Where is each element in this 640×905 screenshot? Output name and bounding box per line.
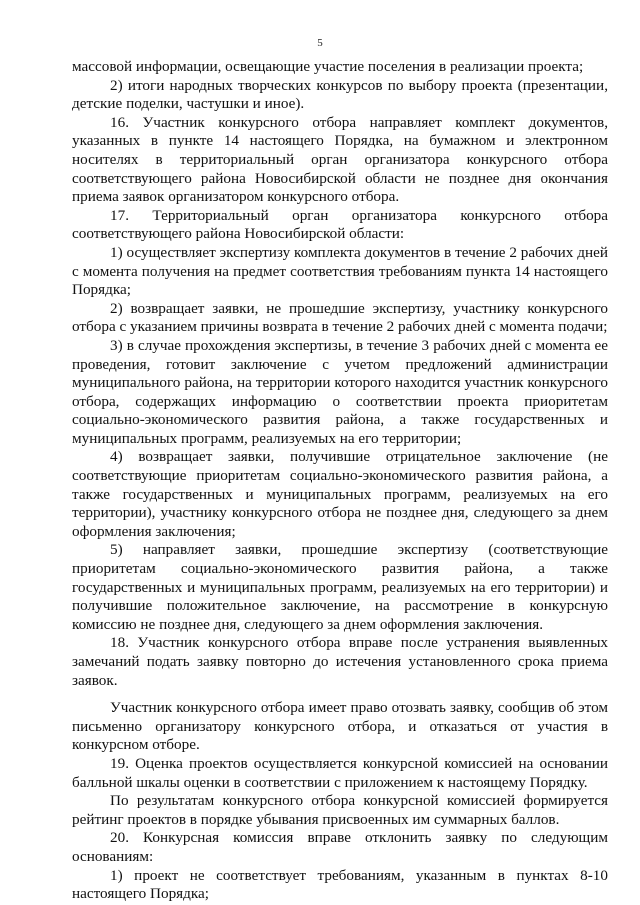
paragraph: 16. Участник конкурсного отбора направляет комплект документов, указанных в пункте 14 настоящего Порядка, на бумажном и электронном носителях в территориальный орган организатора конкурсного отбора соответствующего района Новосибирской области не позднее дня окончания приема заявок организатором конкурсного отбора. [72, 113, 608, 206]
paragraph: 17. Территориальный орган организатора конкурсного отбора соответствующего района Новосибирской области: [72, 206, 608, 243]
paragraph: 3) в случае прохождения экспертизы, в течение 3 рабочих дней с момента ее проведения, готовит заключение с учетом предложений администрации муниципального района, на территории которого находится участник конкурсного отбора, содержащих информацию о соответствии проекта приоритетам социально-экономического развития района, а также государственных и муниципальных программ, реализуемых на его территории; [72, 336, 608, 447]
page-number: 5 [317, 37, 323, 49]
paragraph: 18. Участник конкурсного отбора вправе после устранения выявленных замечаний подать заявку повторно до истечения установленного срока приема заявок. [72, 634, 608, 689]
paragraph: 20. Конкурсная комиссия вправе отклонить заявку по следующим основаниям: [72, 829, 608, 865]
paragraph: 2) итоги народных творческих конкурсов по выбору проекта (презентации, детские поделки, частушки и иное). [72, 76, 608, 113]
paragraph: Участник конкурсного отбора имеет право отозвать заявку, сообщив об этом письменно организатору конкурсного отбора, и отказаться от участия в конкурсном отборе. [72, 699, 608, 754]
paragraph: 1) проект не соответствует требованиям, указанным в пунктах 8-10 настоящего Порядка; [72, 866, 608, 903]
paragraph: массовой информации, освещающие участие поселения в реализации проекта; [72, 58, 584, 75]
paragraph: 19. Оценка проектов осуществляется конкурсной комиссией на основании балльной шкалы оценки в соответствии с приложением к настоящему Порядку. [72, 754, 608, 791]
paragraph: 1) осуществляет экспертизу комплекта документов в течение 2 рабочих дней с момента получения на предмет соответствия требованиям пункта 14 настоящего Порядка; [72, 243, 608, 299]
paragraph: 2) возвращает заявки, не прошедшие экспертизу, участнику конкурсного отбора с указанием причины возврата в течение 2 рабочих дней с момента подачи; [72, 299, 608, 336]
page-body [72, 58, 608, 904]
paragraph: 4) возвращает заявки, получившие отрицательное заключение (не соответствующие приоритетам социально-экономического развития района, а также государственных и муниципальных программ, реализуемых на его территории), участнику конкурсного отбора не позднее дня, следующего за днем оформления заключения; [72, 448, 608, 540]
paragraph: По результатам конкурсного отбора конкурсной комиссией формируется рейтинг проектов в порядке убывания присвоенных им суммарных баллов. [72, 792, 608, 828]
paragraph: 5) направляет заявки, прошедшие экспертизу (соответствующие приоритетам социально-экономического развития района, а также государственных и муниципальных программ, реализуемых на его территории) и получившие положительное заключение, на рассмотрение в конкурсную комиссию не позднее дня, следующего за днем оформления заключения. [72, 541, 608, 633]
